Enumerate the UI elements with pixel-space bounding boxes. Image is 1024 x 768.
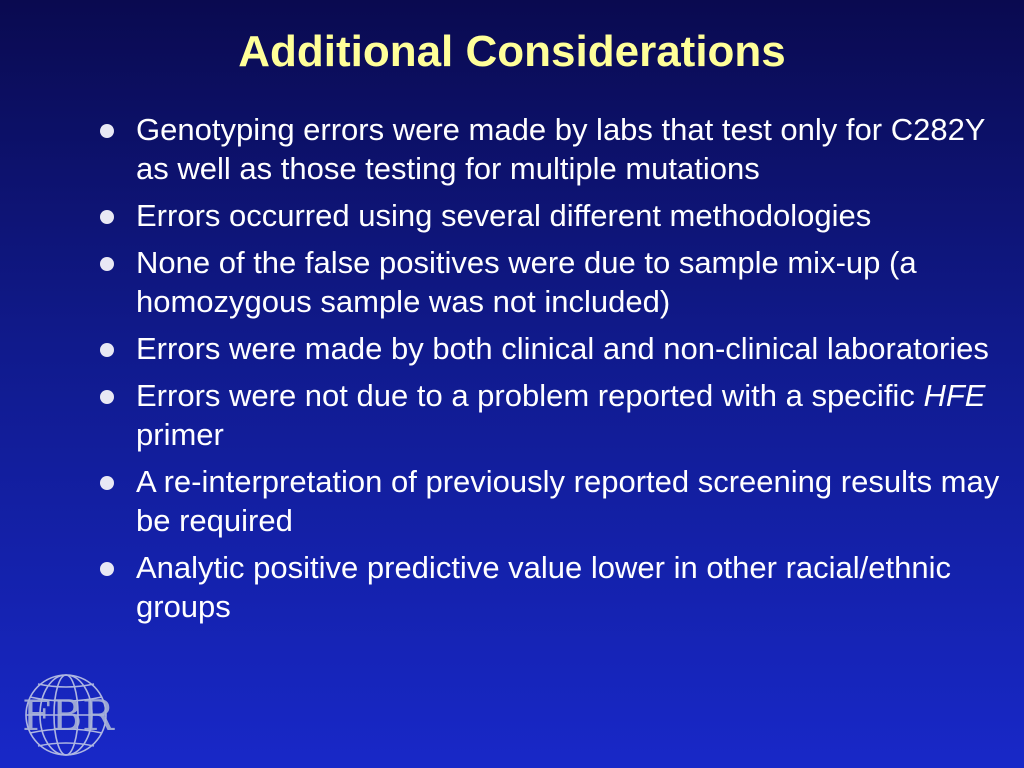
bullet-icon <box>100 124 114 138</box>
bullet-text-after: primer <box>136 417 224 452</box>
bullet-text: Errors were made by both clinical and non-clinical laboratories <box>136 331 989 366</box>
bullet-text: A re-interpretation of previously reported screening results may be required <box>136 464 1000 538</box>
bullet-icon <box>100 257 114 271</box>
bullet-text: Errors occurred using several different methodologies <box>136 198 872 233</box>
list-item <box>98 110 1018 188</box>
bullet-icon <box>100 562 114 576</box>
bullet-icon <box>100 476 114 490</box>
list-item <box>98 243 1018 321</box>
bullet-list <box>98 110 1018 634</box>
bullet-text-before: Errors were not due to a problem reported with a specific <box>136 378 924 413</box>
bullet-icon <box>100 210 114 224</box>
gene-name-hfe: HFE <box>923 378 986 413</box>
bullet-text: Genotyping errors were made by labs that test only for C282Y as well as those testing for multiple mutations <box>136 112 985 186</box>
bullet-text: None of the false positives were due to sample mix-up (a homozygous sample was not included) <box>136 245 917 319</box>
fbr-logo <box>16 672 126 758</box>
logo-text: FBR <box>22 691 114 740</box>
list-item <box>98 548 1018 626</box>
list-item <box>98 196 1018 235</box>
slide-title: Additional Considerations <box>238 27 786 76</box>
list-item <box>98 329 1018 368</box>
list-item <box>98 462 1018 540</box>
list-item <box>98 376 1018 454</box>
globe-icon <box>16 672 126 758</box>
bullet-icon <box>100 343 114 357</box>
bullet-text <box>136 378 985 452</box>
bullet-icon <box>100 390 114 404</box>
bullet-text: Analytic positive predictive value lower in other racial/ethnic groups <box>136 550 952 624</box>
